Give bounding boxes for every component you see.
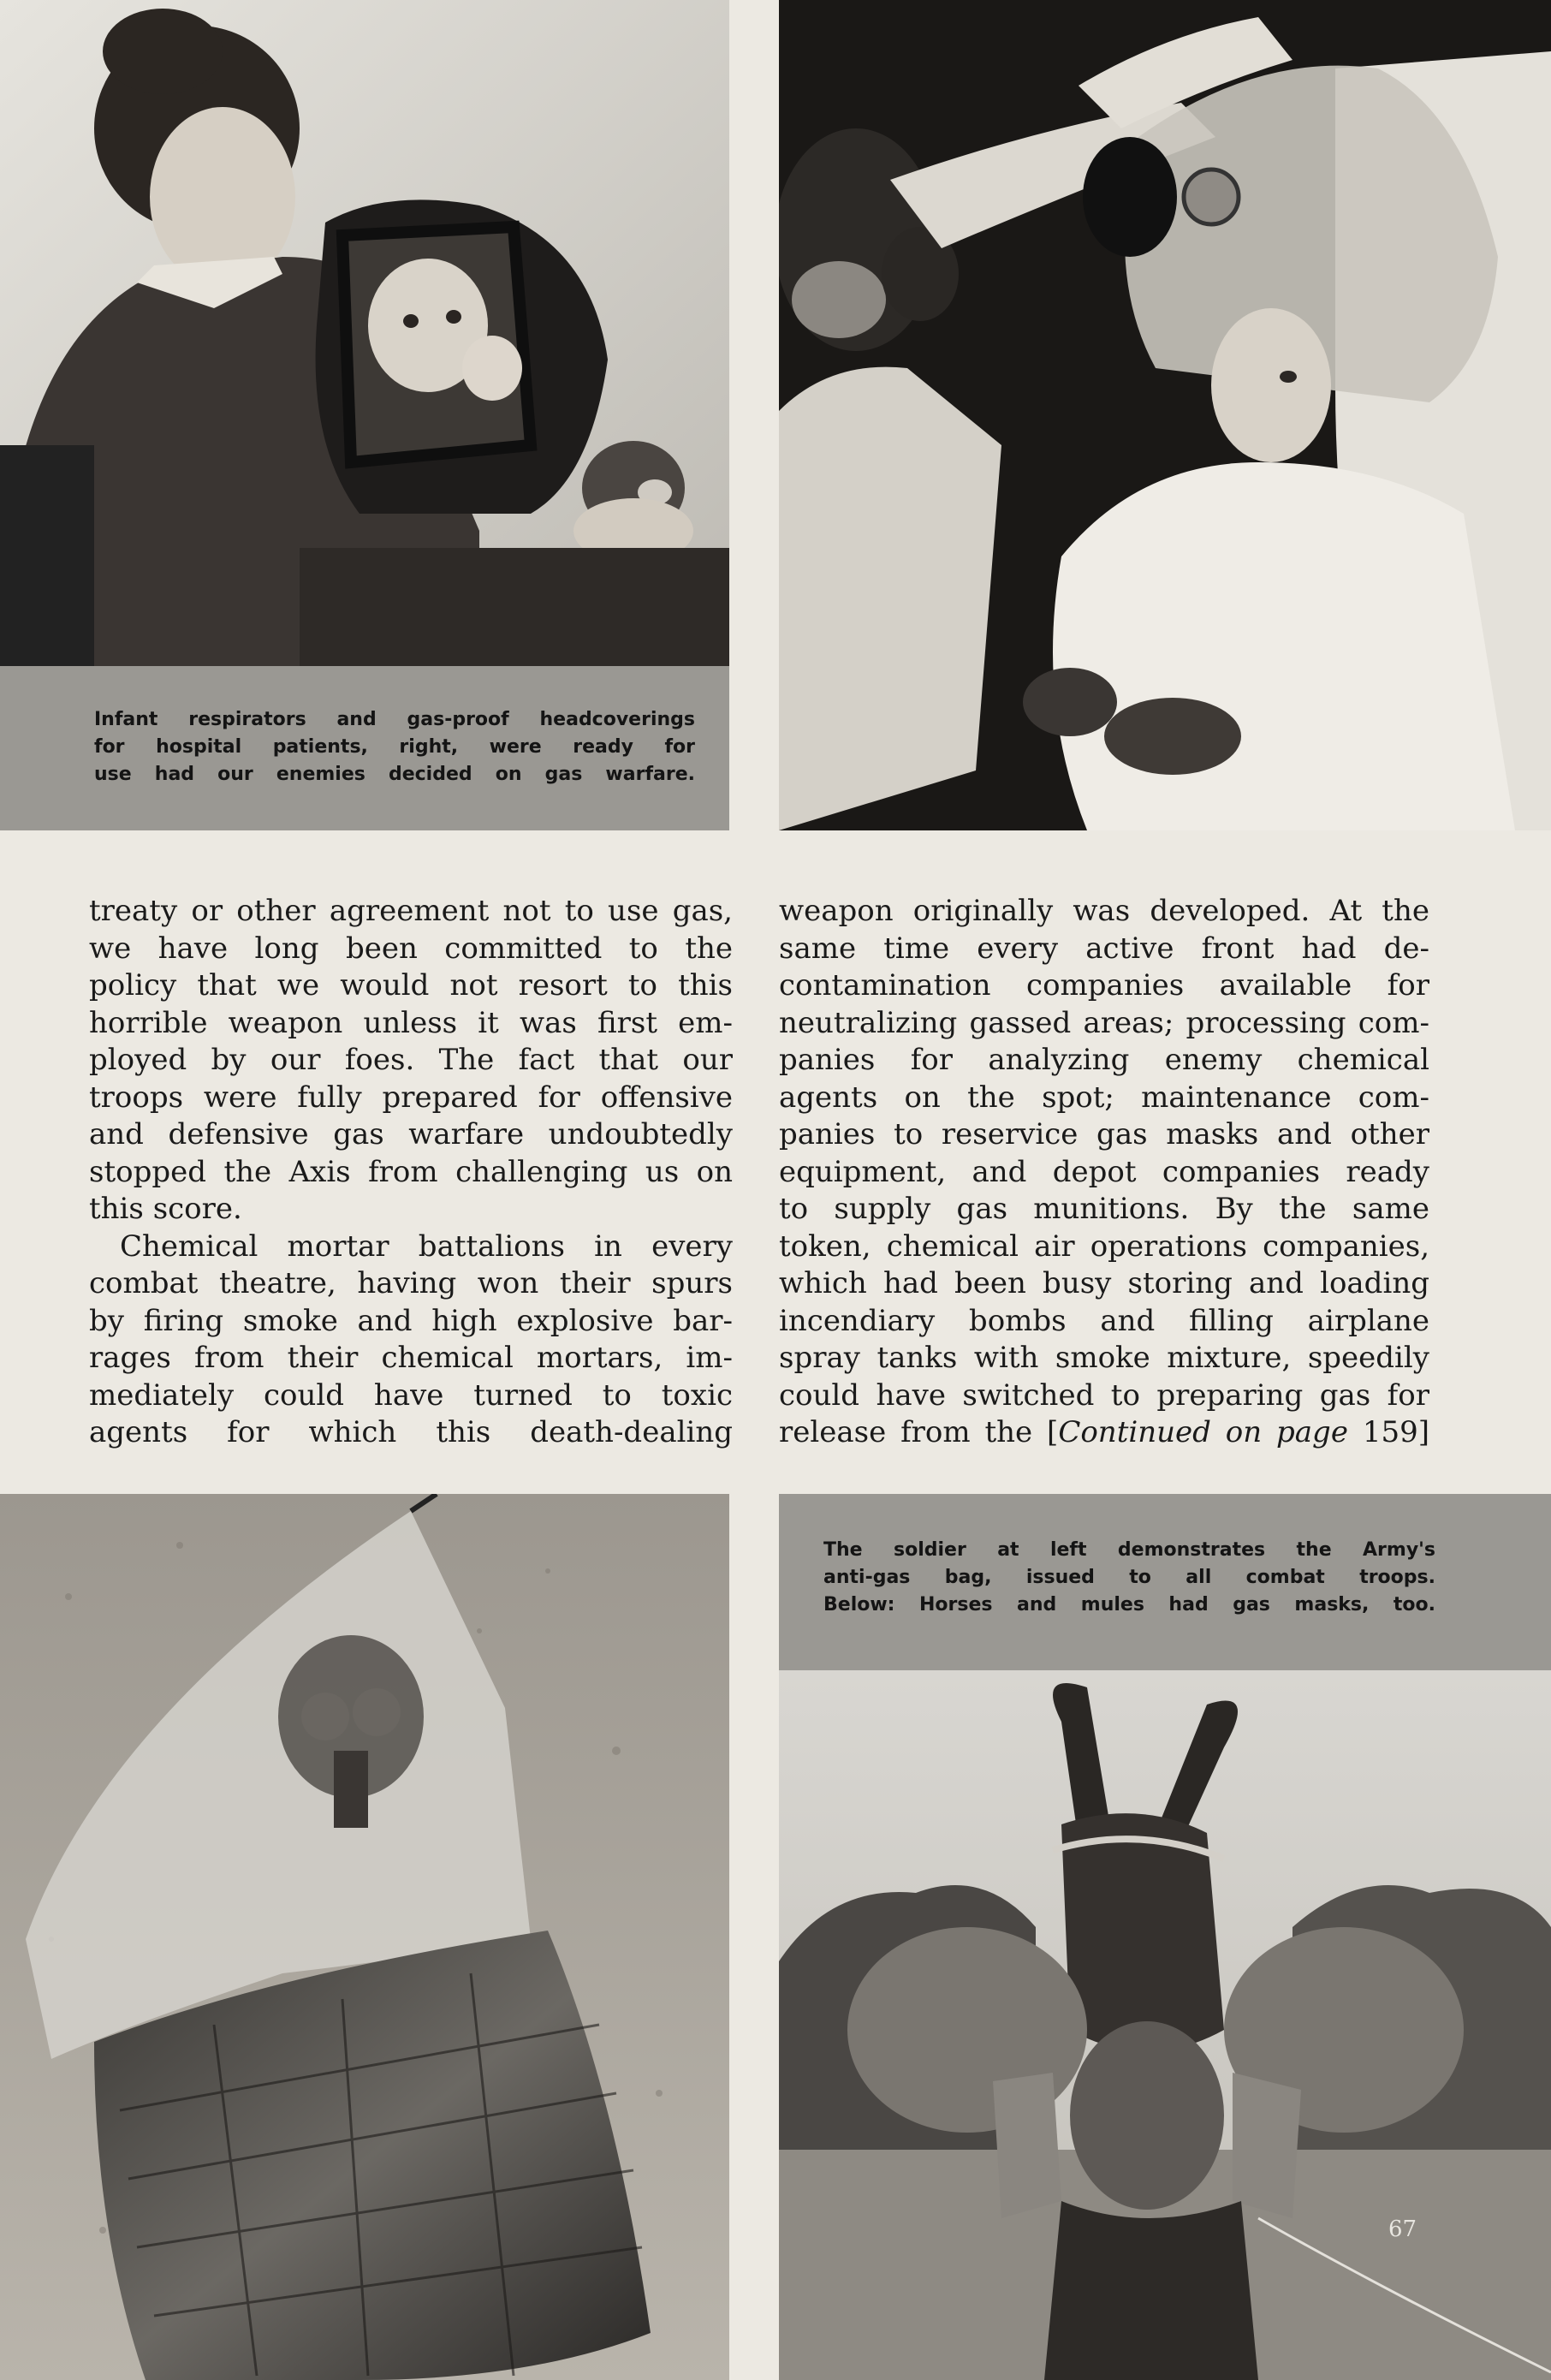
photo-infant-respirator xyxy=(0,0,729,666)
page-number: 67 xyxy=(1388,2216,1417,2242)
text-line: troops were fully prepared for offensive xyxy=(89,1080,733,1115)
text-line: treaty or other agreement not to use gas, xyxy=(89,894,733,928)
text-line: rages from their chemical mortars, im- xyxy=(89,1341,733,1375)
continued-page: 159 xyxy=(1362,1415,1418,1449)
caption-line: Below: Horses and mules had gas masks, too. xyxy=(823,1594,1435,1615)
continued-line xyxy=(779,1414,1429,1452)
text-line: this score. xyxy=(89,1192,242,1226)
text-line: by firing smoke and high explosive bar- xyxy=(89,1303,733,1338)
text-line: mediately could have turned to toxic xyxy=(89,1377,733,1413)
text-line: spray tanks with smoke mixture, speedily xyxy=(779,1341,1429,1375)
text-line: we have long been committed to the xyxy=(89,931,733,966)
text-line: to supply gas munitions. By the same xyxy=(779,1192,1429,1226)
text-line: stopped the Axis from challenging us on xyxy=(89,1154,733,1189)
text-line: agents for which this death-dealing xyxy=(89,1415,733,1449)
caption-line: for hospital patients, right, were ready for xyxy=(94,736,695,758)
text-line: incendiary bombs and filling airplane xyxy=(779,1303,1429,1338)
text-fragment: release from the [ xyxy=(779,1415,1059,1449)
text-line: panies to reservice gas masks and other xyxy=(779,1117,1429,1151)
text-line: could have switched to preparing gas for xyxy=(779,1377,1429,1413)
text-line: equipment, and depot companies ready xyxy=(779,1154,1429,1189)
caption-top-left xyxy=(0,666,729,830)
text-line: ployed by our foes. The fact that our xyxy=(89,1043,733,1077)
text-fragment: ] xyxy=(1417,1415,1429,1449)
caption-line: anti-gas bag, issued to all combat troops. xyxy=(823,1567,1435,1588)
caption-line: Infant respirators and gas-proof headcoverings xyxy=(94,709,695,730)
photo-mule-gas-mask xyxy=(779,1670,1551,2380)
text-line: panies for analyzing enemy chemical xyxy=(779,1043,1429,1077)
text-line: Chemical mortar battalions in every xyxy=(120,1229,733,1264)
caption-bottom-right xyxy=(779,1494,1551,1670)
text-line: which had been busy storing and loading xyxy=(779,1266,1429,1300)
text-line: combat theatre, having won their spurs xyxy=(89,1266,733,1300)
photo-hospital-headcovering xyxy=(779,0,1551,830)
photo-anti-gas-bag xyxy=(0,1494,729,2380)
text-line: and defensive gas warfare undoubtedly xyxy=(89,1117,733,1151)
continued-link[interactable]: Continued on page xyxy=(1058,1415,1348,1449)
caption-line: use had our enemies decided on gas warfare. xyxy=(94,764,695,785)
text-line: neutralizing gassed areas; processing com- xyxy=(779,1005,1429,1040)
text-line: horrible weapon unless it was first em- xyxy=(89,1005,733,1040)
article-right-column xyxy=(779,893,1429,1452)
text-line: contamination companies available for xyxy=(779,968,1429,1003)
text-line: weapon originally was developed. At the xyxy=(779,894,1429,928)
text-line: token, chemical air operations companies, xyxy=(779,1229,1429,1264)
text-line: policy that we would not resort to this xyxy=(89,968,733,1003)
caption-line: The soldier at left demonstrates the Army's xyxy=(823,1539,1435,1561)
text-line: same time every active front had de- xyxy=(779,931,1429,966)
text-line: agents on the spot; maintenance com- xyxy=(779,1080,1429,1115)
article-left-column xyxy=(89,893,733,1452)
